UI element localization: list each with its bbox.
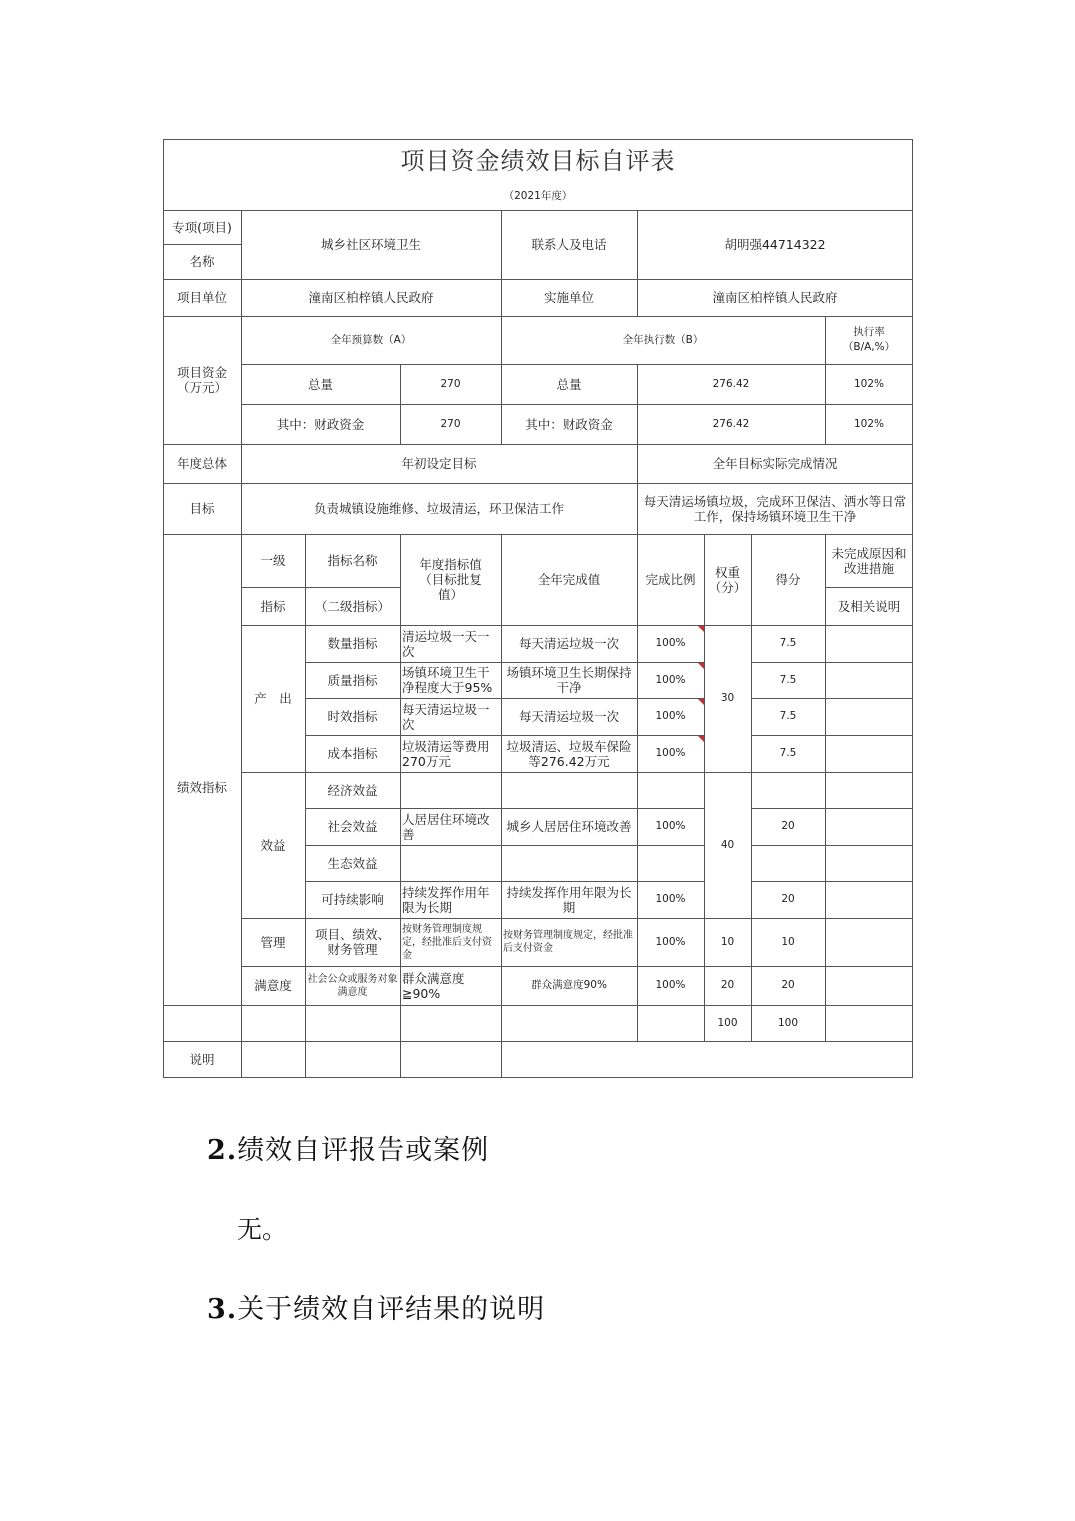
header-reason: 未完成原因和改进措施 [831,545,907,576]
exec-total: 276.42 [712,377,750,390]
row-name: 可持续影响 [321,892,384,907]
grid-line [751,845,913,846]
exec-fiscal: 276.42 [712,417,750,430]
contact-value: 胡明强44714322 [724,237,826,252]
header-done: 全年完成值 [537,572,601,587]
row-name: 社会公众或服务对象满意度 [307,973,398,998]
total-weight: 100 [717,1016,738,1029]
header-reason-b: 及相关说明 [837,598,901,614]
row-name: 经济效益 [327,782,378,798]
row-done: 每天清运垃圾一次 [518,709,619,724]
impl-value: 潼南区柏梓镇人民政府 [712,290,838,305]
group-manage: 管理 [260,934,286,950]
row-score: 20 [781,820,795,832]
table-year: （2021年度） [503,190,573,202]
row-ratio: 100% [655,747,686,759]
row-name: 质量指标 [327,672,378,688]
header-weight: 权重（分） [708,564,747,595]
weight-output: 30 [720,692,735,704]
project-name-label-bottom: 名称 [189,254,215,269]
row-target: 按财务管理制度规定，经批准后支付资金 [402,923,492,961]
funds-label: 项目资金（万元） [176,365,227,395]
header-level1-b: 指标 [260,598,286,614]
unit-label: 项目单位 [176,290,227,305]
row-score: 20 [781,893,795,905]
row-score: 7.5 [779,673,797,686]
budget-total: 270 [440,377,461,390]
weight-benefit: 40 [720,838,735,851]
section-3-number: 3. [207,1294,238,1325]
perf-label: 绩效指标 [176,780,227,795]
group-satisfy: 满意度 [254,978,292,993]
row-done: 每天清运垃圾一次 [518,636,619,651]
contact-label: 联系人及电话 [531,237,607,252]
row-target: 人居居住环境改善 [402,811,490,842]
header-ratio: 完成比例 [645,572,696,587]
section-2-title: 绩效自评报告或案例 [237,1135,490,1166]
comment-marker [698,736,704,742]
header-level2: （二级指标） [314,598,390,614]
row-name: 数量指标 [327,636,378,651]
actual-goal: 每天清运场镇垃圾，完成环卫保洁、洒水等日常工作，保持场镇环境卫生干净 [643,493,907,524]
row-name: 生态效益 [327,855,378,871]
initial-goal-label: 年初设定目标 [401,456,477,471]
grid-line [163,1077,913,1078]
row-done: 垃圾清运、垃圾车保险等276.42万元 [506,738,632,769]
budget-total-label: 总量 [307,376,333,392]
row-ratio: 100% [655,979,686,991]
exec-header: 全年执行数（B） [622,333,704,346]
row-ratio: 100% [655,710,686,722]
section-2-body: 无。 [237,1215,288,1244]
row-target: 垃圾清运等费用270万元 [402,738,490,769]
row-done: 群众满意度90% [531,979,607,991]
project-name: 城乡社区环境卫生 [320,237,421,252]
rate-total: 102% [853,377,885,390]
impl-label: 实施单位 [543,290,594,305]
row-target: 群众满意度≧90% [402,970,465,1001]
comment-marker [698,699,704,705]
rate-fiscal: 102% [853,417,885,430]
row-target: 清运垃圾一天一次 [402,628,490,659]
group-benefit: 效益 [260,837,286,853]
comment-marker [698,626,704,632]
project-name-label-top: 专项(项目) [172,219,232,235]
annual-label: 年度总体 [176,456,227,471]
performance-self-evaluation-table [163,139,913,1079]
row-target: 场镇环境卫生干净程度大于95% [402,665,493,695]
row-target: 每天清运垃圾一次 [402,701,490,732]
section-3-heading [207,1287,545,1326]
section-2-number: 2. [207,1135,238,1166]
header-target: 年度指标值（目标批复值） [419,557,482,602]
exec-fiscal-label: 其中：财政资金 [525,416,613,432]
row-name: 时效指标 [327,709,378,724]
header-score: 得分 [775,572,801,587]
row-ratio: 100% [655,673,686,686]
row-weight: 10 [720,935,735,948]
budget-fiscal-label: 其中：财政资金 [276,416,365,432]
row-done: 按财务管理制度规定，经批准后支付资金 [503,930,633,954]
budget-header: 全年预算数（A） [330,333,412,346]
exec-total-label: 总量 [556,376,582,392]
actual-label: 全年目标实际完成情况 [712,456,838,471]
section-2-heading [207,1128,489,1167]
row-weight: 20 [720,979,735,991]
row-name: 项目、绩效、财务管理 [314,927,390,957]
row-ratio: 100% [655,820,686,832]
row-score: 7.5 [779,710,797,722]
comment-marker [698,663,704,669]
goal-label: 目标 [189,501,215,516]
budget-fiscal: 270 [440,417,461,430]
row-ratio: 100% [655,893,686,905]
row-score: 20 [781,979,795,991]
unit-value: 潼南区柏梓镇人民政府 [308,290,434,305]
row-score: 7.5 [779,747,797,759]
total-score: 100 [777,1016,799,1029]
note-label: 说明 [189,1051,215,1067]
row-done: 场镇环境卫生长期保持干净 [506,665,632,695]
grid-line [163,1041,913,1042]
row-ratio: 100% [655,935,686,948]
row-name: 社会效益 [327,819,378,834]
group-output: 产 出 [254,691,292,706]
table-title: 项目资金绩效目标自评表 [400,146,676,175]
row-done: 持续发挥作用年限为长期 [506,884,632,915]
header-level1: 一级 [260,553,286,568]
row-ratio: 100% [655,637,686,649]
row-score: 10 [781,935,795,948]
row-score: 7.5 [779,637,797,649]
initial-goal: 负责城镇设施维修、垃圾清运，环卫保洁工作 [313,501,564,516]
section-3-title: 关于绩效自评结果的说明 [237,1294,546,1325]
rate-header: 执行率（B/A,%） [842,326,896,353]
row-target: 持续发挥作用年限为长期 [402,884,490,915]
row-name: 成本指标 [327,746,378,761]
row-done: 城乡人居居住环境改善 [506,819,632,834]
header-name: 指标名称 [327,553,378,568]
